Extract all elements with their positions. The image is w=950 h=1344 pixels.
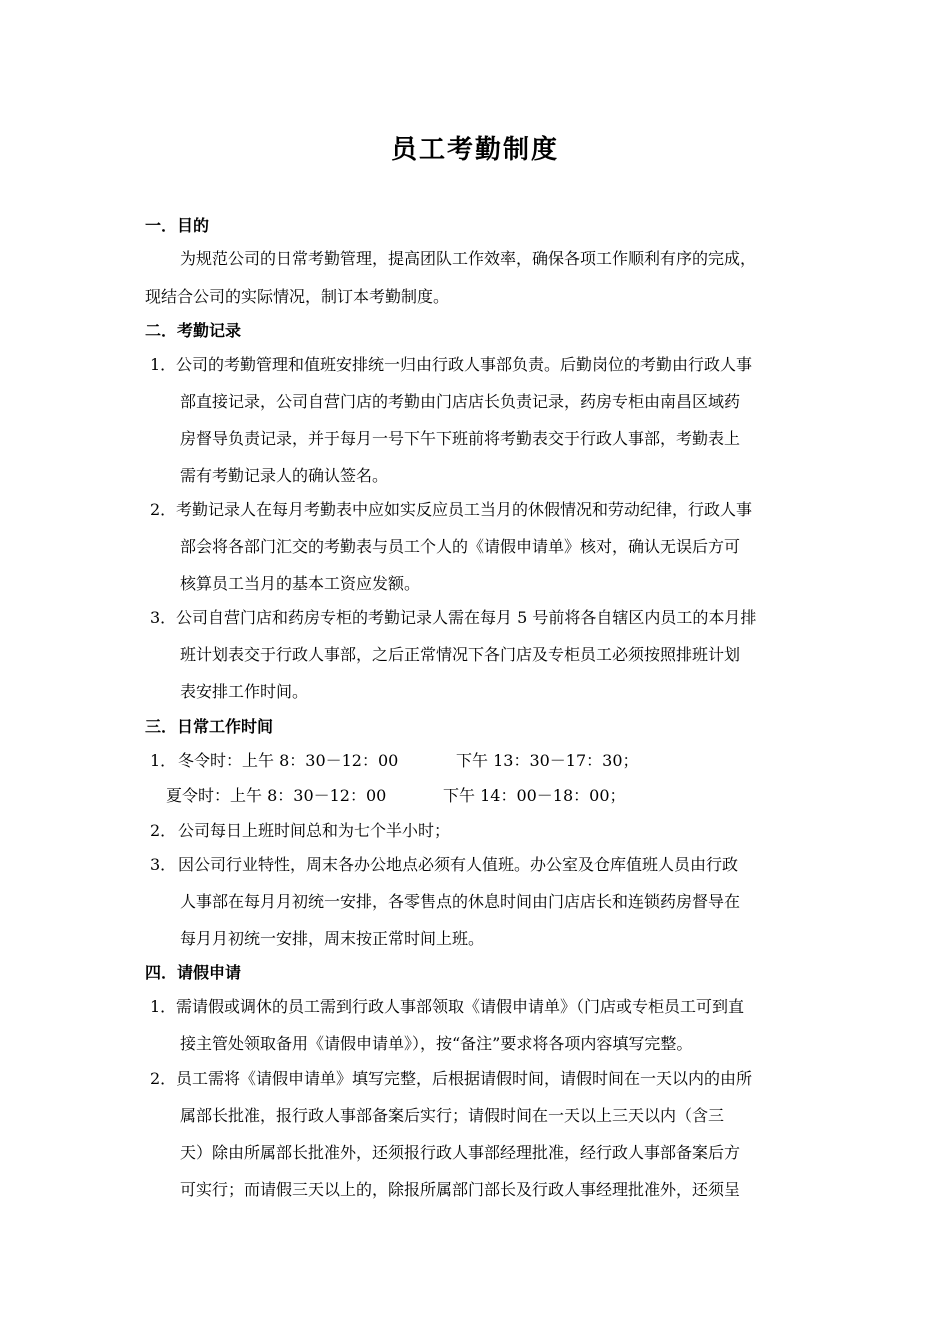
winter-hours-pm: 下午 13：30－17：30；	[456, 751, 639, 770]
list-number: 1．	[150, 751, 177, 770]
list-number: 2．	[150, 821, 177, 840]
paragraph-line: 为规范公司的日常考勤管理，提高团队工作效率，确保各项工作顺利有序的完成，	[180, 249, 757, 268]
list-item-line: 员工需将《请假申请单》填写完整，后根据请假时间，请假时间在一天以内的由所	[176, 1069, 753, 1088]
list-item-line: 因公司行业特性，周末各办公地点必须有人值班。办公室及仓库值班人员由行政	[178, 855, 739, 874]
list-item-line: 需有考勤记录人的确认签名。	[180, 466, 389, 485]
list-number: 1．	[150, 355, 177, 374]
paragraph-line: 现结合公司的实际情况，制订本考勤制度。	[145, 287, 450, 306]
list-item-line: 公司自营门店和药房专柜的考勤记录人需在每月 5 号前将各自辖区内员工的本月排	[176, 608, 757, 627]
document-title: 员工考勤制度	[390, 135, 559, 165]
section-heading-leave-request: 四．请假申请	[145, 963, 242, 982]
summer-hours-am: 夏令时：上午 8：30－12：00	[166, 786, 387, 805]
list-number: 2．	[150, 1069, 177, 1088]
list-item-line: 班计划表交于行政人事部，之后正常情况下各门店及专柜员工必须按照排班计划	[180, 645, 741, 664]
list-item-line: 部直接记录，公司自营门店的考勤由门店店长负责记录，药房专柜由南昌区域药	[180, 392, 741, 411]
list-item-line: 属部长批准，报行政人事部备案后实行；请假时间在一天以上三天以内（含三	[180, 1106, 725, 1125]
list-item-line: 考勤记录人在每月考勤表中应如实反应员工当月的休假情况和劳动纪律，行政人事	[176, 500, 753, 519]
section-heading-working-hours: 三．日常工作时间	[145, 717, 274, 736]
list-item-line: 核算员工当月的基本工资应发额。	[180, 574, 421, 593]
list-number: 3．	[150, 855, 177, 874]
list-item-line: 房督导负责记录，并于每月一号下午下班前将考勤表交于行政人事部，考勤表上	[180, 429, 741, 448]
list-item-line: 公司每日上班时间总和为七个半小时；	[178, 821, 451, 840]
list-item-line: 需请假或调休的员工需到行政人事部领取《请假申请单》（门店或专柜员工可到直	[176, 997, 745, 1016]
list-item-line: 天）除由所属部长批准外，还须报行政人事部经理批准，经行政人事部备案后方	[180, 1143, 741, 1162]
list-item-line: 每月月初统一安排，周末按正常时间上班。	[180, 929, 485, 948]
list-item-line: 接主管处领取备用《请假申请单》），按“备注”要求将各项内容填写完整。	[180, 1034, 693, 1053]
section-heading-purpose: 一．目的	[145, 216, 210, 235]
list-number: 2．	[150, 500, 177, 519]
list-item-line: 人事部在每月月初统一安排，各零售点的休息时间由门店店长和连锁药房督导在	[180, 892, 741, 911]
list-number: 3．	[150, 608, 177, 627]
list-item-line: 公司的考勤管理和值班安排统一归由行政人事部负责。后勤岗位的考勤由行政人事	[176, 355, 753, 374]
list-number: 1．	[150, 997, 177, 1016]
list-item-line: 表安排工作时间。	[180, 682, 309, 701]
section-heading-attendance-record: 二．考勤记录	[145, 321, 242, 340]
list-item-line: 部会将各部门汇交的考勤表与员工个人的《请假申请单》核对，确认无误后方可	[180, 537, 741, 556]
summer-hours-pm: 下午 14：00－18：00；	[443, 786, 626, 805]
winter-hours-am: 冬令时：上午 8：30－12：00	[178, 751, 399, 770]
list-item-line: 可实行；而请假三天以上的，除报所属部门部长及行政人事经理批准外，还须呈	[180, 1180, 741, 1199]
